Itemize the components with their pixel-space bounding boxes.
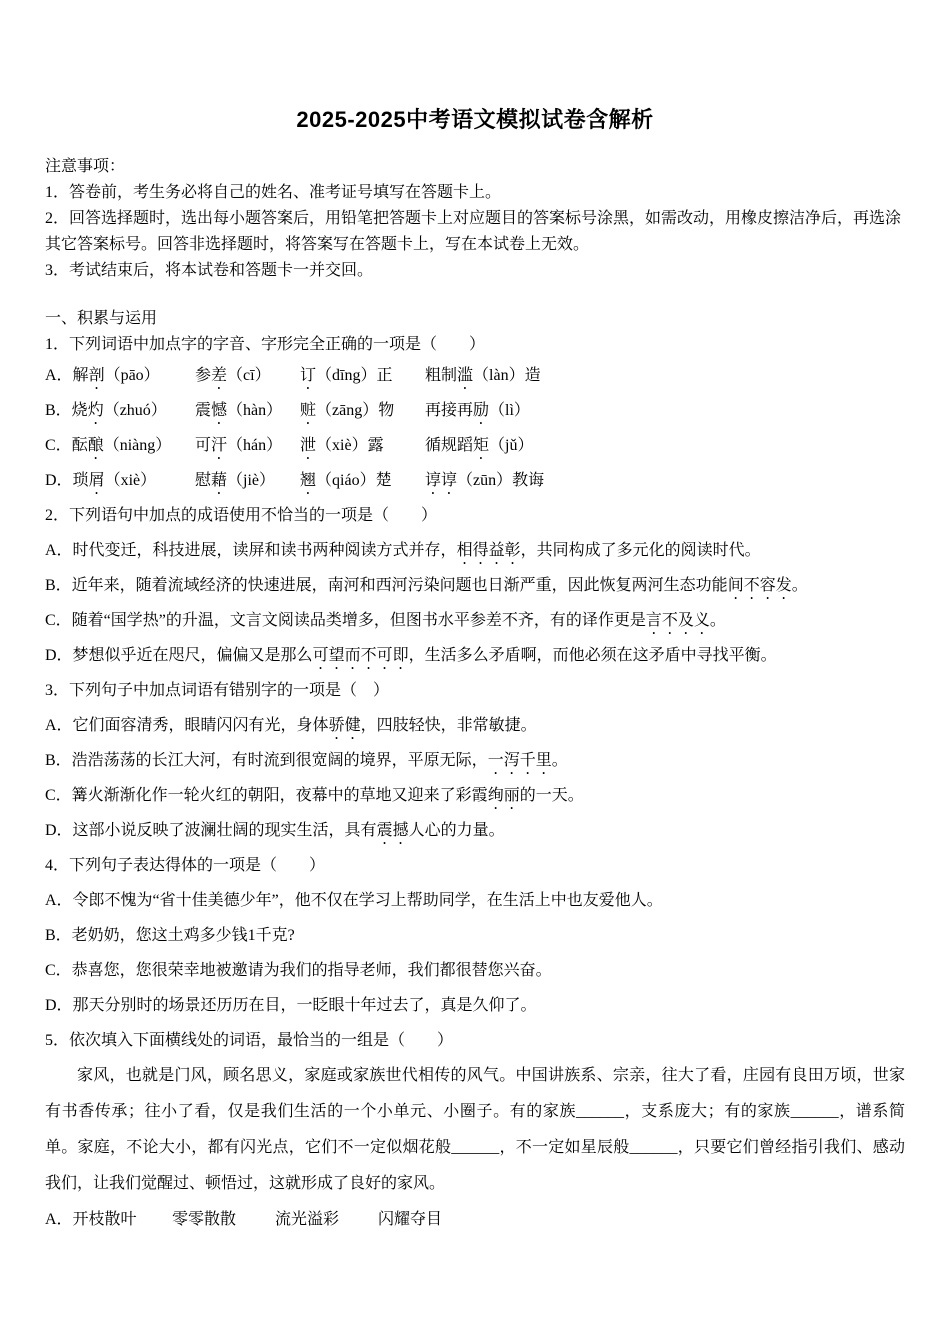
notice-item-2: 2．回答选择题时，选出每小题答案后，用铅笔把答题卡上对应题目的答案标号涂黑，如需改动，用橡皮擦洁净后，再选涂其它答案标号。回答非选择题时，将答案写在答题卡上，写在本试卷上无效。 bbox=[45, 210, 902, 253]
emphasized-term: 酿 bbox=[87, 437, 104, 454]
text-run: B．近年来，随着流域经济的快速进展，南河和西河污染问题也日渐严重，因此恢复两河生态功能 bbox=[45, 577, 728, 594]
emphasized-term: 剖 bbox=[88, 367, 105, 384]
text-run: B．烧 bbox=[45, 402, 88, 419]
emphasized-term: 赃 bbox=[300, 402, 317, 419]
text-run: （lì） bbox=[489, 402, 530, 419]
emphasized-term: 订 bbox=[300, 367, 317, 384]
emphasized-term: 滥 bbox=[457, 367, 474, 384]
text-run: （làn）造 bbox=[473, 367, 541, 384]
text-run: （dīng）正 bbox=[316, 367, 393, 384]
text-run: （niàng） bbox=[103, 437, 172, 454]
option-cell bbox=[195, 463, 300, 498]
document-content bbox=[45, 154, 905, 1237]
text-run: B．浩浩荡荡的长江大河，有时流到很宽阔的境界，平原无际， bbox=[45, 752, 488, 769]
emphasized-term: 骄健 bbox=[328, 717, 361, 734]
option-cell bbox=[275, 1202, 378, 1237]
text-run: C．随着“国学热”的升温，文言文阅读品类增多，但图书水平参差不齐，有的译作更是 bbox=[45, 612, 646, 629]
text-run: 再接再 bbox=[425, 402, 474, 419]
emphasized-term: 相得益彰 bbox=[456, 542, 521, 559]
text-run: C．篝火渐渐化作一轮火红的朝阳，夜幕中的草地又迎来了彩霞 bbox=[45, 787, 488, 804]
text-run: （qiáo）楚 bbox=[316, 472, 392, 489]
q3-option-a bbox=[45, 708, 905, 743]
text-run: A．开枝散叶 bbox=[45, 1211, 137, 1228]
option-cell bbox=[195, 393, 300, 428]
text-run: 人心的力量。 bbox=[408, 822, 505, 839]
option-cell bbox=[45, 393, 195, 428]
option-cell bbox=[45, 1202, 172, 1237]
emphasized-term: 间不容发 bbox=[727, 577, 792, 594]
text-run: D．琐 bbox=[45, 472, 89, 489]
text-run: 粗制 bbox=[425, 367, 458, 384]
option-cell bbox=[45, 428, 195, 463]
q2-option-c bbox=[45, 603, 905, 638]
q3-option-b bbox=[45, 743, 905, 778]
option-cell bbox=[425, 428, 533, 463]
q2-option-a bbox=[45, 533, 905, 568]
emphasized-term: 翘 bbox=[300, 472, 317, 489]
q5-stem: 5．依次填入下面横线处的词语，最恰当的一组是（ ） bbox=[45, 1032, 454, 1049]
emphasized-term: 泄 bbox=[300, 437, 317, 454]
text-run: C．酝 bbox=[45, 437, 88, 454]
q4-option-a: A．令郎不愧为“省十佳美德少年”，他不仅在学习上帮助同学，在生活上中也友爱他人。 bbox=[45, 892, 663, 909]
emphasized-term: 绚丽 bbox=[487, 787, 520, 804]
emphasized-term: 汗 bbox=[211, 437, 228, 454]
option-cell bbox=[45, 358, 195, 393]
option-cell bbox=[378, 1202, 442, 1237]
section-1-heading: 一、积累与运用 bbox=[45, 310, 158, 327]
text-run: ，四肢轻快，非常敏捷。 bbox=[360, 717, 537, 734]
text-run: 参 bbox=[195, 367, 212, 384]
text-run: A．解 bbox=[45, 367, 89, 384]
q3-stem: 3．下列句子中加点词语有错别字的一项是（ ） bbox=[45, 682, 390, 699]
section-spacer bbox=[45, 284, 905, 306]
q2-option-d bbox=[45, 638, 905, 673]
q4-option-b: B．老奶奶，您这土鸡多少钱1千克? bbox=[45, 927, 295, 944]
q1-stem: 1．下列词语中加点字的字音、字形完全正确的一项是（ ） bbox=[45, 336, 486, 353]
emphasized-term: 一泻千里 bbox=[487, 752, 552, 769]
option-cell bbox=[300, 428, 425, 463]
text-run: 的一天。 bbox=[519, 787, 584, 804]
emphasized-term: 憾 bbox=[211, 402, 228, 419]
q5-passage: 家风，也就是门风，顾名思义，家庭或家族世代相传的风气。中国讲族系、宗亲，往大了看，庄园有良田万顷，世家有书香传承；往小了看，仅是我们生活的一个小单元、小圈子。有的家族______，支系庞大；有的家族______，谱系简单。家庭，不论大小，都有闪光点，它们不一定似烟花般______，不一定如星辰般______，只要它们曾经指引我们、感动我们，让我们觉醒过、顿悟过，这就形成了良好的家风。 bbox=[45, 1067, 905, 1192]
text-run: ，生活多么矛盾啊，而他必须在这矛盾中寻找平衡。 bbox=[408, 647, 777, 664]
text-run: （xiè） bbox=[104, 472, 157, 489]
text-run: （zūn）教诲 bbox=[457, 472, 545, 489]
text-run: 慰 bbox=[195, 472, 212, 489]
emphasized-term: 励 bbox=[473, 402, 490, 419]
emphasized-term: 震撼 bbox=[376, 822, 409, 839]
text-run: 流光溢彩 bbox=[275, 1211, 340, 1228]
option-cell bbox=[425, 463, 544, 498]
q3-option-c bbox=[45, 778, 905, 813]
text-run: （cī） bbox=[227, 367, 271, 384]
text-run: 震 bbox=[195, 402, 212, 419]
text-run: （hàn） bbox=[227, 402, 283, 419]
option-cell bbox=[172, 1202, 275, 1237]
q4-option-c: C．恭喜您，您很荣幸地被邀请为我们的指导老师，我们都很替您兴奋。 bbox=[45, 962, 552, 979]
q1-option-d bbox=[45, 463, 905, 498]
text-run: （jiè） bbox=[227, 472, 276, 489]
emphasized-term: 灼 bbox=[87, 402, 104, 419]
text-run: ，共同构成了多元化的阅读时代。 bbox=[520, 542, 761, 559]
text-run: （pāo） bbox=[104, 367, 160, 384]
text-run: 。 bbox=[791, 577, 808, 594]
option-cell bbox=[300, 463, 425, 498]
document-title: 2025-2025中考语文模拟试卷含解析 bbox=[296, 107, 654, 132]
text-run: 循规蹈 bbox=[425, 437, 474, 454]
text-run: 。 bbox=[709, 612, 726, 629]
option-cell bbox=[300, 393, 425, 428]
notice-item-1: 1．答卷前，考生务必将自己的姓名、准考证号填写在答题卡上。 bbox=[45, 184, 502, 201]
notice-item-3: 3．考试结束后，将本试卷和答题卡一并交回。 bbox=[45, 262, 374, 279]
text-run: （zāng）物 bbox=[316, 402, 395, 419]
emphasized-term: 矩 bbox=[473, 437, 490, 454]
option-cell bbox=[45, 463, 195, 498]
q5-option-a bbox=[45, 1202, 905, 1237]
text-run: A．时代变迁，科技进展，读屏和读书两种阅读方式并存， bbox=[45, 542, 457, 559]
emphasized-term: 藉 bbox=[211, 472, 228, 489]
q2-stem: 2．下列语句中加点的成语使用不恰当的一项是（ ） bbox=[45, 507, 438, 524]
text-run: 。 bbox=[551, 752, 568, 769]
text-run: 可 bbox=[195, 437, 212, 454]
option-cell bbox=[195, 358, 300, 393]
q4-option-d: D．那天分别时的场景还历历在目，一眨眼十年过去了，真是久仰了。 bbox=[45, 997, 537, 1014]
text-run: A．它们面容清秀，眼睛闪闪有光，身体 bbox=[45, 717, 329, 734]
q1-option-b bbox=[45, 393, 905, 428]
notice-heading: 注意事项： bbox=[45, 158, 126, 175]
emphasized-term: 可望而不可即 bbox=[312, 647, 409, 664]
option-cell bbox=[425, 358, 541, 393]
text-run: （hán） bbox=[227, 437, 283, 454]
text-run: （xiè）露 bbox=[316, 437, 384, 454]
emphasized-term: 言不及义 bbox=[645, 612, 710, 629]
q1-option-a bbox=[45, 358, 905, 393]
emphasized-term: 差 bbox=[211, 367, 228, 384]
text-run: D．这部小说反映了波澜壮阔的现实生活，具有 bbox=[45, 822, 377, 839]
text-run: （zhuó） bbox=[103, 402, 167, 419]
text-run: 零零散散 bbox=[172, 1211, 237, 1228]
option-cell bbox=[195, 428, 300, 463]
emphasized-term: 谆谆 bbox=[425, 472, 458, 489]
option-cell bbox=[425, 393, 530, 428]
emphasized-term: 屑 bbox=[88, 472, 105, 489]
text-run: （jǔ） bbox=[489, 437, 534, 454]
q1-option-c bbox=[45, 428, 905, 463]
text-run: D．梦想似乎近在咫尺，偏偏又是那么 bbox=[45, 647, 313, 664]
text-run: 闪耀夺目 bbox=[378, 1211, 443, 1228]
q2-option-b bbox=[45, 568, 905, 603]
option-cell bbox=[300, 358, 425, 393]
q4-stem: 4．下列句子表达得体的一项是（ ） bbox=[45, 857, 326, 874]
q3-option-d bbox=[45, 813, 905, 848]
